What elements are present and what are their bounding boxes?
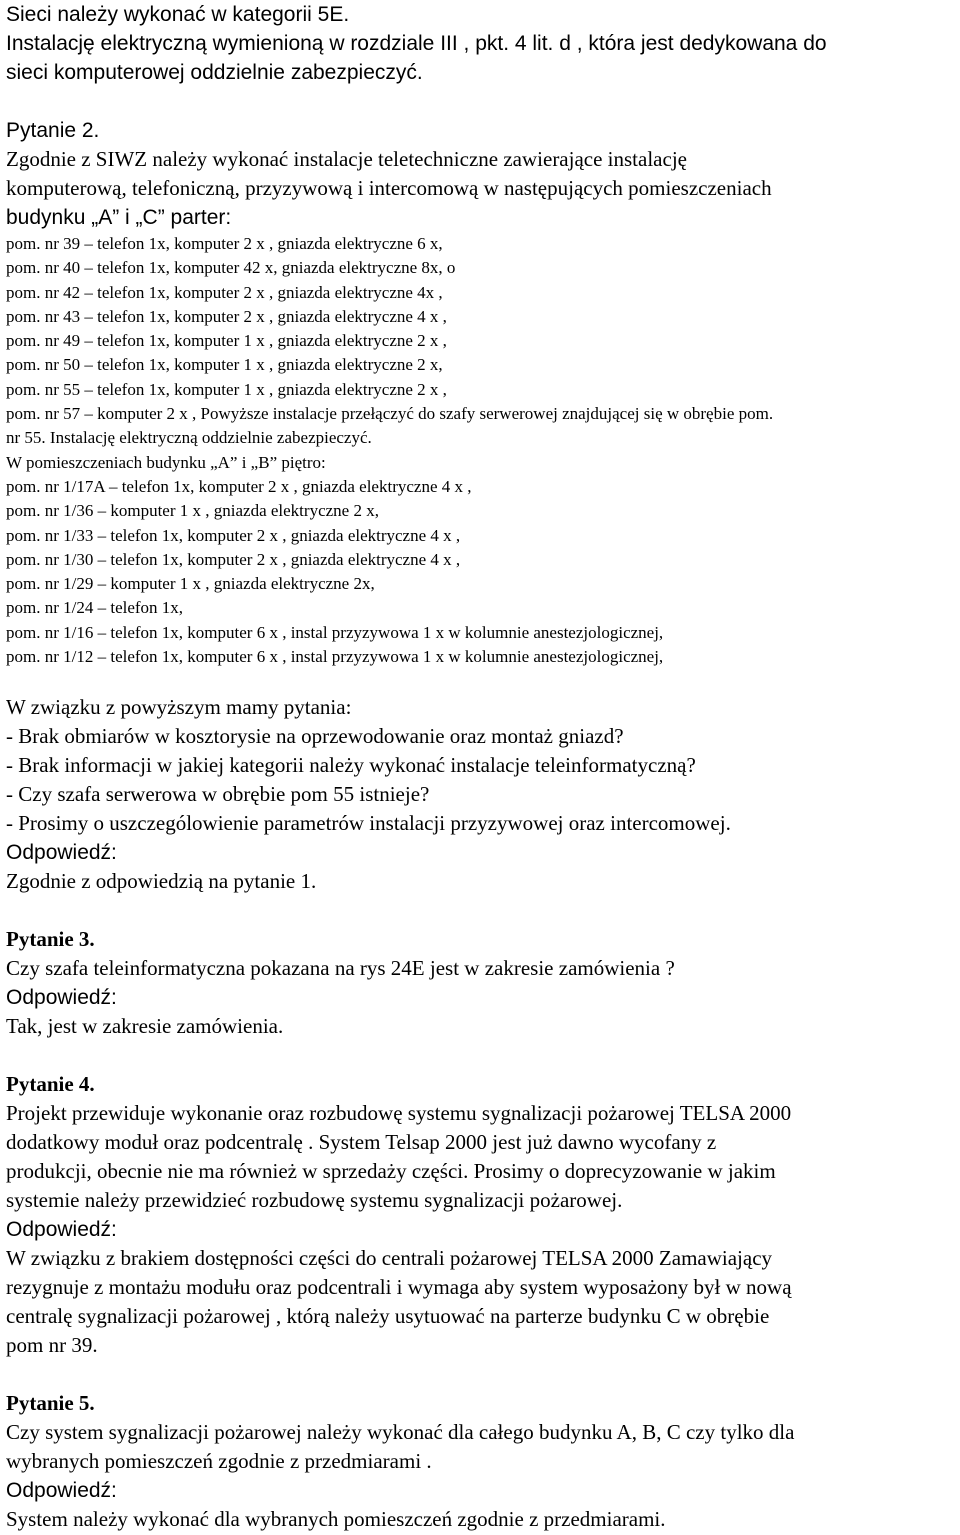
spacer	[6, 896, 960, 925]
spacer	[6, 1041, 960, 1070]
question-4-section	[6, 1070, 960, 1360]
answer-line: centralę sygnalizacji pożarowej , którą należy usytuować na parterze budynku C w obrębie	[6, 1304, 770, 1329]
question-heading: Pytanie 2.	[6, 119, 100, 142]
question-line: produkcji, obecnie nie ma również w sprzedaży części. Prosimy o doprecyzowanie w jakim	[6, 1159, 776, 1184]
question-heading: Pytanie 3.	[6, 927, 95, 952]
intro-section	[6, 0, 960, 87]
room-item: pom. nr 1/30 – telefon 1x, komputer 2 x , gniazda elektryczne 4 x ,	[6, 549, 461, 569]
room-item: pom. nr 1/24 – telefon 1x,	[6, 598, 184, 618]
room-item: pom. nr 39 – telefon 1x, komputer 2 x , gniazda elektryczne 6 x,	[6, 234, 443, 253]
answer-line: W związku z brakiem dostępności części do centrali pożarowej TELSA 2000 Zamawiający	[6, 1246, 773, 1271]
paragraph-line: komputerową, telefoniczną, przyzywową i intercomową w następujących pomieszczeniach	[6, 176, 772, 200]
answer-text: System należy wykonać dla wybranych pomieszczeń zgodnie z przedmiarami.	[6, 1507, 666, 1532]
answer-label: Odpowiedź:	[6, 841, 117, 865]
intro-line: sieci komputerowej oddzielnie zabezpieczyć.	[6, 61, 423, 84]
answer-label: Odpowiedź:	[6, 986, 117, 1010]
question-line: systemie należy przewidzieć rozbudowę systemu sygnalizacji pożarowej.	[6, 1188, 623, 1213]
room-item: nr 55. Instalację elektryczną oddzielnie zabezpieczyć.	[6, 428, 372, 448]
answer-text: Tak, jest w zakresie zamówienia.	[6, 1014, 284, 1039]
question-line: Czy system sygnalizacji pożarowej należy wykonać dla całego budynku A, B, C czy tylko dla	[6, 1420, 795, 1445]
question-line: - Brak obmiarów w kosztorysie na oprzewodowanie oraz montaż gniazd?	[6, 724, 624, 749]
question-5-section	[6, 1389, 960, 1534]
room-item: W pomieszczeniach budynku „A” i „B” piętro:	[6, 452, 326, 472]
question-heading: Pytanie 5.	[6, 1391, 95, 1416]
answer-label: Odpowiedź:	[6, 1218, 117, 1242]
question-2-section	[6, 116, 960, 896]
question-list	[6, 693, 960, 838]
answer-text: Zgodnie z odpowiedzią na pytanie 1.	[6, 869, 317, 894]
spacer	[6, 1360, 960, 1389]
intro-line: Sieci należy wykonać w kategorii 5E.	[6, 3, 350, 26]
question-line: Projekt przewiduje wykonanie oraz rozbudowę systemu sygnalizacji pożarowej TELSA 2000	[6, 1101, 792, 1126]
paragraph-line: budynku „A” i „C” parter:	[6, 206, 232, 229]
room-item: pom. nr 1/29 – komputer 1 x , gniazda elektryczne 2x,	[6, 574, 375, 594]
room-item: pom. nr 1/16 – telefon 1x, komputer 6 x , instal przyzywowa 1 x w kolumnie anestezjologicznej,	[6, 622, 664, 642]
question-line: - Prosimy o uszczególowienie parametrów instalacji przyzywowej oraz intercomowej.	[6, 811, 731, 836]
room-item: pom. nr 40 – telefon 1x, komputer 42 x, gniazda elektryczne 8x, o	[6, 258, 456, 278]
question-heading: Pytanie 4.	[6, 1072, 95, 1097]
question-text: Czy szafa teleinformatyczna pokazana na rys 24E jest w zakresie zamówienia ?	[6, 956, 675, 981]
paragraph-line: Zgodnie z SIWZ należy wykonać instalacje teletechniczne zawierające instalację	[6, 147, 687, 171]
room-item: pom. nr 1/33 – telefon 1x, komputer 2 x , gniazda elektryczne 4 x ,	[6, 525, 461, 545]
intro-line: Instalację elektryczną wymienioną w rozdziale III , pkt. 4 lit. d , która jest dedykowana do	[6, 32, 827, 55]
question-line: wybranych pomieszczeń zgodnie z przedmiarami .	[6, 1449, 432, 1474]
spacer	[6, 87, 960, 116]
question-line: W związku z powyższym mamy pytania:	[6, 695, 352, 720]
room-item: pom. nr 50 – telefon 1x, komputer 1 x , gniazda elektryczne 2 x,	[6, 355, 443, 375]
room-item: pom. nr 1/12 – telefon 1x, komputer 6 x , instal przyzywowa 1 x w kolumnie anestezjologicznej,	[6, 647, 664, 667]
room-item: pom. nr 57 – komputer 2 x , Powyższe instalacje przełączyć do szafy serwerowej znajdującej się w obrębie pom.	[6, 404, 774, 424]
answer-line: rezygnuje z montażu modułu oraz podcentrali i wymaga aby system wyposażony był w nową	[6, 1275, 792, 1300]
room-item: pom. nr 1/17A – telefon 1x, komputer 2 x , gniazda elektryczne 4 x ,	[6, 476, 472, 496]
question-line: - Czy szafa serwerowa w obrębie pom 55 istnieje?	[6, 782, 430, 807]
spacer	[6, 669, 960, 693]
room-item: pom. nr 55 – telefon 1x, komputer 1 x , gniazda elektryczne 2 x ,	[6, 379, 447, 399]
room-item: pom. nr 49 – telefon 1x, komputer 1 x , gniazda elektryczne 2 x ,	[6, 331, 447, 351]
room-list	[6, 232, 960, 669]
room-item: pom. nr 43 – telefon 1x, komputer 2 x , gniazda elektryczne 4 x ,	[6, 306, 447, 326]
answer-label: Odpowiedź:	[6, 1479, 117, 1503]
room-item: pom. nr 1/36 – komputer 1 x , gniazda elektryczne 2 x,	[6, 501, 379, 521]
question-3-section	[6, 925, 960, 1041]
room-item: pom. nr 42 – telefon 1x, komputer 2 x , gniazda elektryczne 4x ,	[6, 282, 443, 302]
answer-line: pom nr 39.	[6, 1333, 98, 1358]
question-line: - Brak informacji w jakiej kategorii należy wykonać instalacje teleinformatyczną?	[6, 753, 696, 778]
question-line: dodatkowy moduł oraz podcentralę . System Telsap 2000 jest już dawno wycofany z	[6, 1130, 717, 1155]
